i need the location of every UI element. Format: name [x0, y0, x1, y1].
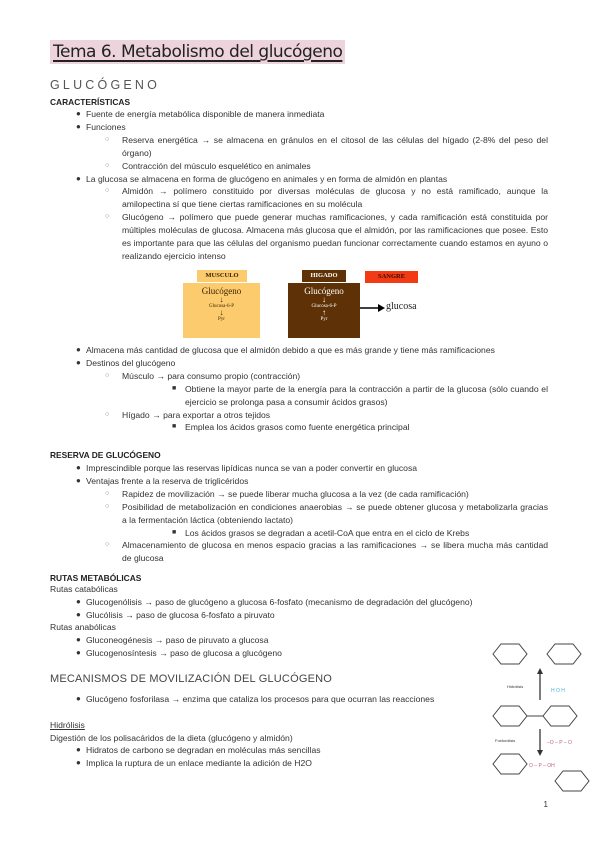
list-item-text: La glucosa se almacena en forma de glucógeno en animales y en forma de almidón en plantas [86, 173, 448, 184]
bullet-icon: ● [76, 757, 81, 767]
list-item-text: Hidratos de carbono se degradan en moléculas más sencillas [86, 745, 321, 755]
sangre-label: SANGRE [365, 271, 418, 283]
svg-text:O – P – OH: O – P – OH [529, 763, 555, 769]
list-item-text: Rapidez de movilización → se puede liberar mucha glucosa a la vez (de cada ramificación) [122, 488, 469, 499]
list-item [76, 108, 548, 121]
list-item-text: Imprescindible porque las reservas lipídicas nunca se van a poder convertir en glucosa [86, 463, 418, 473]
list-item [76, 609, 548, 622]
higado-label: HIGADO [302, 270, 346, 282]
circle-bullet-icon: ○ [105, 489, 110, 497]
heading-reserva: RESERVA DE GLUCÓGENO [50, 450, 161, 460]
arrow-down-icon: ↓ [322, 295, 326, 304]
list-item-text: Posibilidad de metabolización en condiciones anaerobias → se puede obtener glucosa y metabolizarla gracias a la fermentación láctica (obteniendo lactato) [122, 501, 548, 525]
arrow-down-icon: ↓ [219, 308, 224, 317]
list-item-text: Gluconeogénesis → paso de piruvato a glucosa [86, 635, 269, 645]
list-item [76, 634, 548, 647]
list-item [105, 409, 548, 422]
circle-bullet-icon: ○ [105, 161, 110, 169]
bullet-icon: ● [76, 635, 81, 644]
list-item [105, 488, 548, 501]
list-item [105, 185, 548, 211]
circle-bullet-icon: ○ [105, 502, 110, 510]
glucosa-text: glucosa [386, 301, 417, 312]
list-item [76, 693, 472, 706]
list-item [105, 160, 548, 173]
list-item-text: Los ácidos grasos se degradan a acetil-CoA que entra en el ciclo de Krebs [185, 527, 470, 538]
pyr-text: Pyr [218, 317, 225, 322]
g6p-text: Glucosa-6-P [311, 304, 337, 309]
bullet-icon: ● [76, 345, 81, 354]
list-catabolicas [0, 596, 600, 622]
g6p-text: Glucosa-6-P [209, 304, 234, 309]
glucose-ring-icon [555, 771, 589, 791]
hydrolysis-figure [485, 636, 600, 796]
glucogeno-text: Glucógeno [201, 286, 242, 296]
list-item [76, 462, 548, 475]
bullet-icon: ● [76, 609, 81, 619]
list-item [172, 383, 548, 409]
musculo-box [183, 283, 260, 338]
glucose-ring-icon [493, 644, 527, 664]
list-item [105, 134, 548, 160]
fosforolisis-fig-label: Fosforólisis [495, 738, 516, 743]
circle-bullet-icon: ○ [105, 213, 110, 221]
heading-caracteristicas: CARACTERÍSTICAS [50, 97, 131, 107]
list-item [76, 475, 548, 488]
list-item [76, 121, 548, 134]
circle-bullet-icon: ○ [105, 541, 110, 549]
list-item [105, 211, 548, 263]
square-bullet-icon: ■ [172, 528, 177, 536]
list-item-text: Hígado → para exportar a otros tejidos [122, 409, 271, 420]
list-item [76, 596, 548, 609]
list-item-text: Almidón → polímero constituido por diversas moléculas de glucosa y no está ramificado, aunque la amilopectina sí que tiene ciertas ramificaciones en su molécula [122, 186, 548, 210]
list-item [105, 370, 548, 383]
list-item-text: Fuente de energía metabólica disponible de manera inmediata [86, 109, 325, 119]
bullet-icon: ● [76, 463, 81, 472]
list-item-text: Reserva energética → se almacena en gránulos en el citosol de las células del hígado (2-8% del peso del órgano) [122, 134, 548, 158]
arrow-right-icon [360, 304, 385, 312]
list-item [76, 344, 548, 357]
list-item [76, 757, 548, 770]
glucose-ring-icon [493, 706, 527, 726]
list-caracteristicas-2 [0, 344, 600, 434]
heading-mecanismos: MECANISMOS DE MOVILIZACIÓN DEL GLUCÓGENO [50, 673, 333, 685]
list-item-text: Contracción del músculo esquelético en animales [122, 160, 311, 171]
list-item-text: Almacena más cantidad de glucosa que el almidón debido a que es más grande y tiene más ramificaciones [86, 345, 495, 355]
list-item-text: Implica la ruptura de un enlace mediante la adición de H2O [86, 757, 312, 768]
circle-bullet-icon: ○ [105, 187, 110, 195]
list-item-text: Glucógeno → polímero que puede generar muchas ramificaciones, y cada ramificación está constituida por múltiples moléculas de glucosa. Almacena más glucosa que el almidón, por las ramificaciones que posee. Esto es importante para que las células del organismo puedan funcionar correctamente cuando estamos en ayuno o realizando ejercicio intenso [122, 212, 548, 261]
page-number: 1 [543, 800, 548, 809]
list-item-text: Glucólisis → paso de glucosa 6-fosfato a piruvato [86, 609, 275, 620]
bullet-icon: ● [76, 597, 81, 606]
list-caracteristicas [0, 108, 600, 263]
glucose-ring-icon [493, 754, 527, 774]
bullet-icon: ● [76, 694, 81, 703]
bullet-icon: ● [76, 745, 81, 754]
list-item [105, 539, 548, 565]
glucose-ring-icon [547, 644, 581, 664]
arrow-down-icon: ↓ [219, 295, 224, 304]
bullet-icon: ● [76, 109, 81, 118]
list-item [76, 744, 548, 757]
heading-rutas: RUTAS METABÓLICAS [50, 573, 142, 583]
bullet-icon: ● [76, 475, 81, 485]
higado-box [288, 283, 360, 338]
bullet-icon: ● [76, 173, 81, 183]
bullet-icon: ● [76, 121, 81, 131]
list-item-text: Funciones [86, 121, 126, 132]
hidrolisis-heading: Hidrólisis [50, 720, 85, 730]
list-item [76, 647, 548, 660]
list-item [172, 527, 548, 540]
square-bullet-icon: ■ [172, 423, 177, 431]
svg-text:H O H: H O H [551, 688, 565, 694]
list-item-text: Ventajas frente a la reserva de triglicéridos [86, 475, 249, 486]
bullet-icon: ● [76, 357, 81, 367]
list-item [172, 421, 548, 434]
circle-bullet-icon: ○ [105, 371, 110, 379]
glucose-ring-icon [543, 706, 577, 726]
pyr-text: Pyr [320, 317, 328, 322]
glucogeno-text: Glucógeno [304, 286, 344, 296]
rutas-catabolicas-label: Rutas catabólicas [50, 584, 118, 594]
list-item [76, 173, 548, 186]
bullet-icon: ● [76, 647, 81, 657]
circle-bullet-icon: ○ [105, 135, 110, 143]
hidrolisis-fig-label: Hidrólisis [507, 684, 524, 689]
list-item [76, 357, 548, 370]
list-reserva [0, 462, 600, 565]
list-item [105, 501, 548, 527]
svg-text:–O – P – O: –O – P – O [547, 740, 572, 746]
arrow-up-icon: ↑ [322, 308, 326, 317]
list-item-text: Glucogenólisis → paso de glucógeno a glucosa 6-fosfato (mecanismo de degradación del glucógeno) [86, 597, 473, 607]
circle-bullet-icon: ○ [105, 410, 110, 418]
list-item-text: Glucógeno fosforilasa → enzima que cataliza los procesos para que ocurran las reacciones [86, 694, 435, 704]
square-bullet-icon: ■ [172, 384, 177, 392]
page-title: Tema 6. Metabolismo del glucógeno [50, 40, 345, 64]
list-item-text: Emplea los ácidos grasos como fuente energética principal [185, 422, 410, 433]
list-item-text: Almacenamiento de glucosa en menos espacio gracias a las ramificaciones → se libera mucha más cantidad de glucosa [122, 540, 548, 564]
rutas-anabolicas-label: Rutas anabólicas [50, 622, 116, 632]
list-item-text: Obtiene la mayor parte de la energía para la contracción a partir de la glucosa (sólo cuando el ejercicio se prolonga pasa a consumir ácidos grasos) [185, 383, 548, 407]
section-heading-glucogeno: GLUCÓGENO [50, 78, 161, 92]
hidrolisis-text: Digestión de los polisacáridos de la dieta (glucógeno y almidón) [50, 733, 293, 743]
list-item-text: Músculo → para consumo propio (contracción) [122, 370, 301, 381]
list-item-text: Glucogenosíntesis → paso de glucosa a glucógeno [86, 647, 282, 658]
musculo-label: MUSCULO [197, 270, 247, 282]
list-item-text: Destinos del glucógeno [86, 357, 176, 368]
